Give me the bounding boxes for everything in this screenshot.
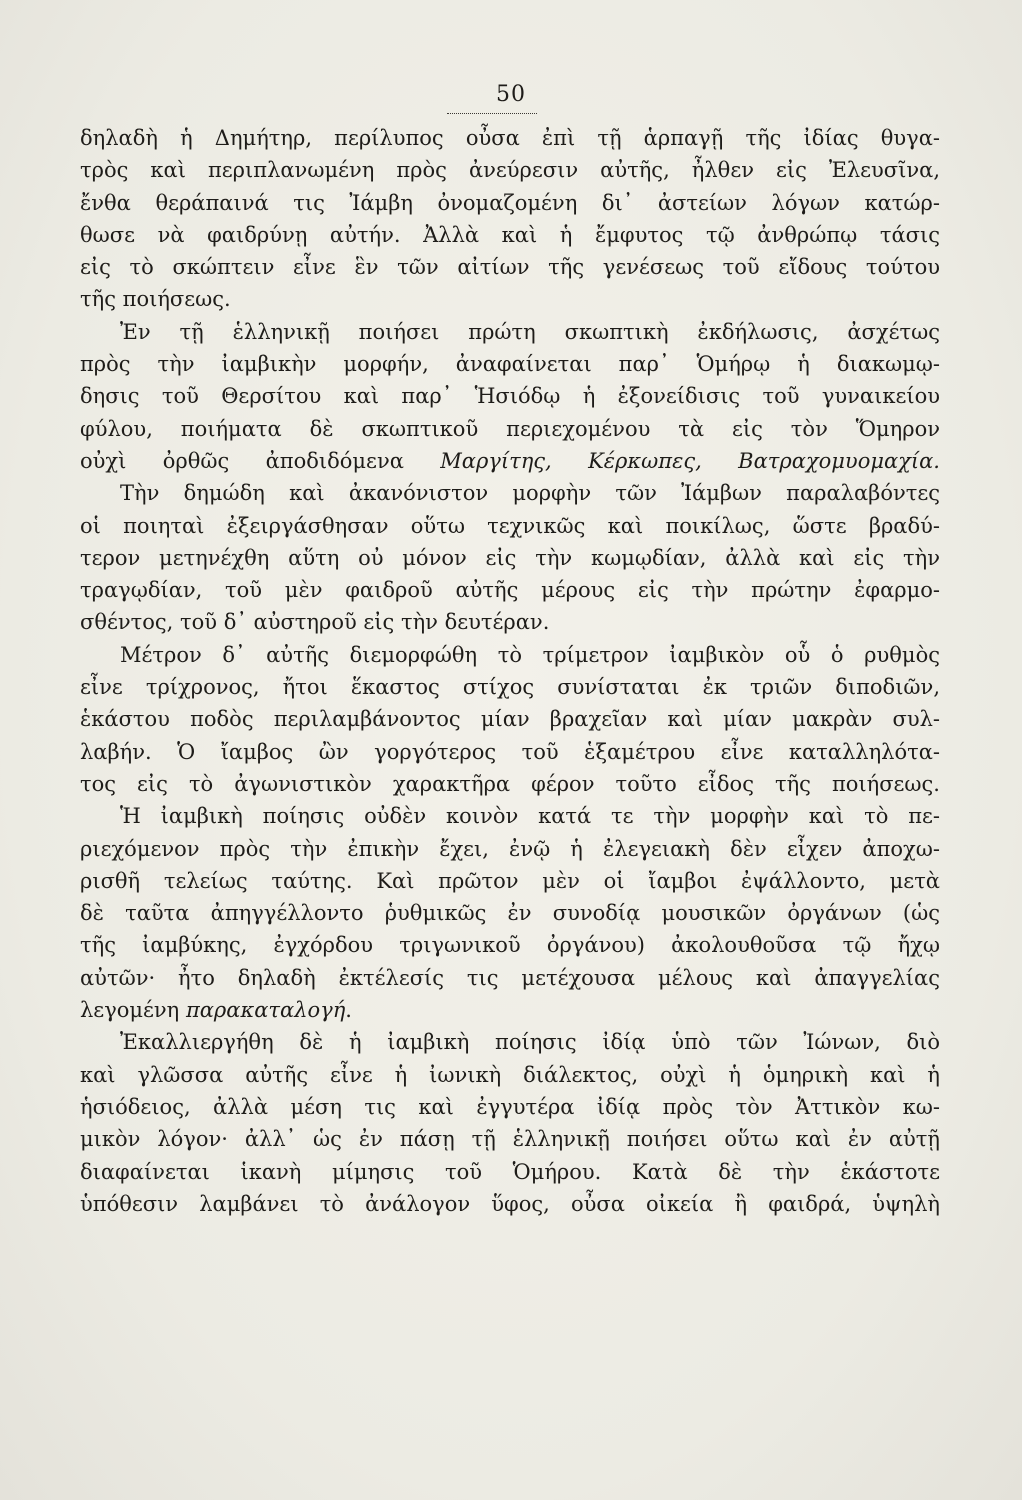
text-line: μικὸν λόγον· ἀλλ᾽ ὡς ἐν πάσῃ τῇ ἑλληνικῇ ποιήσει οὕτω καὶ ἐν αὐτῇ (80, 1127, 940, 1152)
paragraph-start-line: Ἐκαλλιεργήθη δὲ ἡ ἰαμβικὴ ποίησις ἰδίᾳ ὑπὸ τῶν Ἰώνων, διὸ (120, 1030, 940, 1055)
text-line: δησις τοῦ Θερσίτου καὶ παρ᾽ Ἡσιόδῳ ἡ ἐξονείδισις τοῦ γυναικείου (80, 384, 940, 409)
text-line: δὲ ταῦτα ἀπηγγέλλοντο ῥυθμικῶς ἐν συνοδίᾳ μουσικῶν ὀργάνων (ὡς (80, 901, 940, 926)
text-line: αὐτῶν· ἦτο δηλαδὴ ἐκτέλεσίς τις μετέχουσα μέλους καὶ ἀπαγγελίας (80, 965, 940, 990)
text-line: λαβήν. Ὁ ἴαμβος ὢν γοργότερος τοῦ ἑξαμέτρου εἶνε καταλληλότα- (80, 739, 940, 764)
text-line: ἔνθα θεράπαινά τις Ἰάμβη ὀνομαζομένη δι᾽ ἀστείων λόγων κατώρ- (80, 190, 940, 215)
italic-titles: Μαργίτης, Κέρκωπες, Βατραχομυομαχία. (440, 448, 940, 473)
text-line: ἑκάστου ποδὸς περιλαμβάνοντος μίαν βραχεῖαν καὶ μίαν μακρὰν συλ- (80, 707, 940, 732)
text-line: οἱ ποιηταὶ ἐξειργάσθησαν οὕτω τεχνικῶς καὶ ποικίλως, ὥστε βραδύ- (80, 513, 940, 538)
text-line: τερον μετηνέχθη αὕτη οὐ μόνον εἰς τὴν κωμῳδίαν, ἀλλὰ καὶ εἰς τὴν (80, 545, 940, 570)
text-line: οὐχὶ ὀρθῶς ἀποδιδόμενα Μαργίτης, Κέρκωπες, Βατραχομυομαχία. (80, 448, 940, 473)
italic-term: παρακαταλογή (185, 998, 346, 1023)
text-line: ριεχόμενον πρὸς τὴν ἐπικὴν ἔχει, ἐνῷ ἡ ἐλεγειακὴ δὲν εἶχεν ἀποχω- (80, 836, 940, 861)
body-text (80, 122, 940, 1220)
text-line: καὶ γλῶσσα αὐτῆς εἶνε ἡ ἰωνικὴ διάλεκτος, οὐχὶ ἡ ὁμηρικὴ καὶ ἡ (80, 1062, 940, 1087)
text-line: πρὸς τὴν ἰαμβικὴν μορφήν, ἀναφαίνεται παρ᾽ Ὁμήρῳ ἡ διακωμῳ- (80, 352, 940, 377)
page-number-rule (447, 113, 537, 114)
text-line: σθέντος, τοῦ δ᾽ αὐστηροῦ εἰς τὴν δευτέραν. (80, 610, 550, 635)
text-line: ὑπόθεσιν λαμβάνει τὸ ἀνάλογον ὕφος, οὖσα οἰκεία ἢ φαιδρά, ὑψηλὴ (80, 1191, 940, 1216)
paragraph-start-line: Ἐν τῇ ἑλληνικῇ ποιήσει πρώτη σκωπτικὴ ἐκδήλωσις, ἀσχέτως (120, 319, 940, 344)
paragraph-start-line: Τὴν δημώδη καὶ ἀκανόνιστον μορφὴν τῶν Ἰάμβων παραλαβόντες (120, 481, 940, 506)
text-line: εἶνε τρίχρονος, ἤτοι ἕκαστος στίχος συνίσταται ἐκ τριῶν διποδιῶν, (80, 675, 940, 700)
page-number: 50 (496, 82, 526, 107)
text-line: ἡσιόδειος, ἀλλὰ μέση τις καὶ ἐγγυτέρα ἰδίᾳ πρὸς τὸν Ἀττικὸν κω- (80, 1094, 940, 1119)
text-line: τραγῳδίαν, τοῦ μὲν φαιδροῦ αὐτῆς μέρους εἰς τὴν πρώτην ἐφαρμο- (80, 578, 940, 603)
text-line: θωσε νὰ φαιδρύνῃ αὐτήν. Ἀλλὰ καὶ ἡ ἔμφυτος τῷ ἀνθρώπῳ τάσις (80, 222, 940, 247)
text-line: δηλαδὴ ἡ Δημήτηρ, περίλυπος οὖσα ἐπὶ τῇ ἁρπαγῇ τῆς ἰδίας θυγα- (80, 126, 940, 150)
text-line: φύλου, ποιήματα δὲ σκωπτικοῦ περιεχομένου τὰ εἰς τὸν Ὅμηρον (80, 416, 940, 441)
text-line: διαφαίνεται ἱκανὴ μίμησις τοῦ Ὁμήρου. Κατὰ δὲ τὴν ἑκάστοτε (80, 1159, 940, 1184)
text-line: τρὸς καὶ περιπλανωμένη πρὸς ἀνεύρεσιν αὐτῆς, ἦλθεν εἰς Ἐλευσῖνα, (80, 158, 940, 183)
paragraph-start-line: Ἡ ἰαμβικὴ ποίησις οὐδὲν κοινὸν κατά τε τὴν μορφὴν καὶ τὸ πε- (120, 804, 940, 829)
text-line: τῆς ποιήσεως. (80, 287, 231, 312)
text-line: λεγομένη παρακαταλογή. (80, 998, 352, 1023)
paragraph-start-line: Μέτρον δ᾽ αὐτῆς διεμορφώθη τὸ τρίμετρον ἰαμβικὸν οὗ ὁ ρυθμὸς (120, 642, 940, 667)
text-line: τος εἰς τὸ ἀγωνιστικὸν χαρακτῆρα φέρον τοῦτο εἶδος τῆς ποιήσεως. (80, 771, 940, 796)
text-line: τῆς ἰαμβύκης, ἐγχόρδου τριγωνικοῦ ὀργάνου) ἀκολουθοῦσα τῷ ἤχῳ (80, 933, 940, 958)
text-line: εἰς τὸ σκώπτειν εἶνε ἓν τῶν αἰτίων τῆς γενέσεως τοῦ εἴδους τούτου (80, 255, 940, 280)
text-line: ρισθῆ τελείως ταύτης. Καὶ πρῶτον μὲν οἱ ἴαμβοι ἐψάλλοντο, μετὰ (80, 868, 940, 893)
